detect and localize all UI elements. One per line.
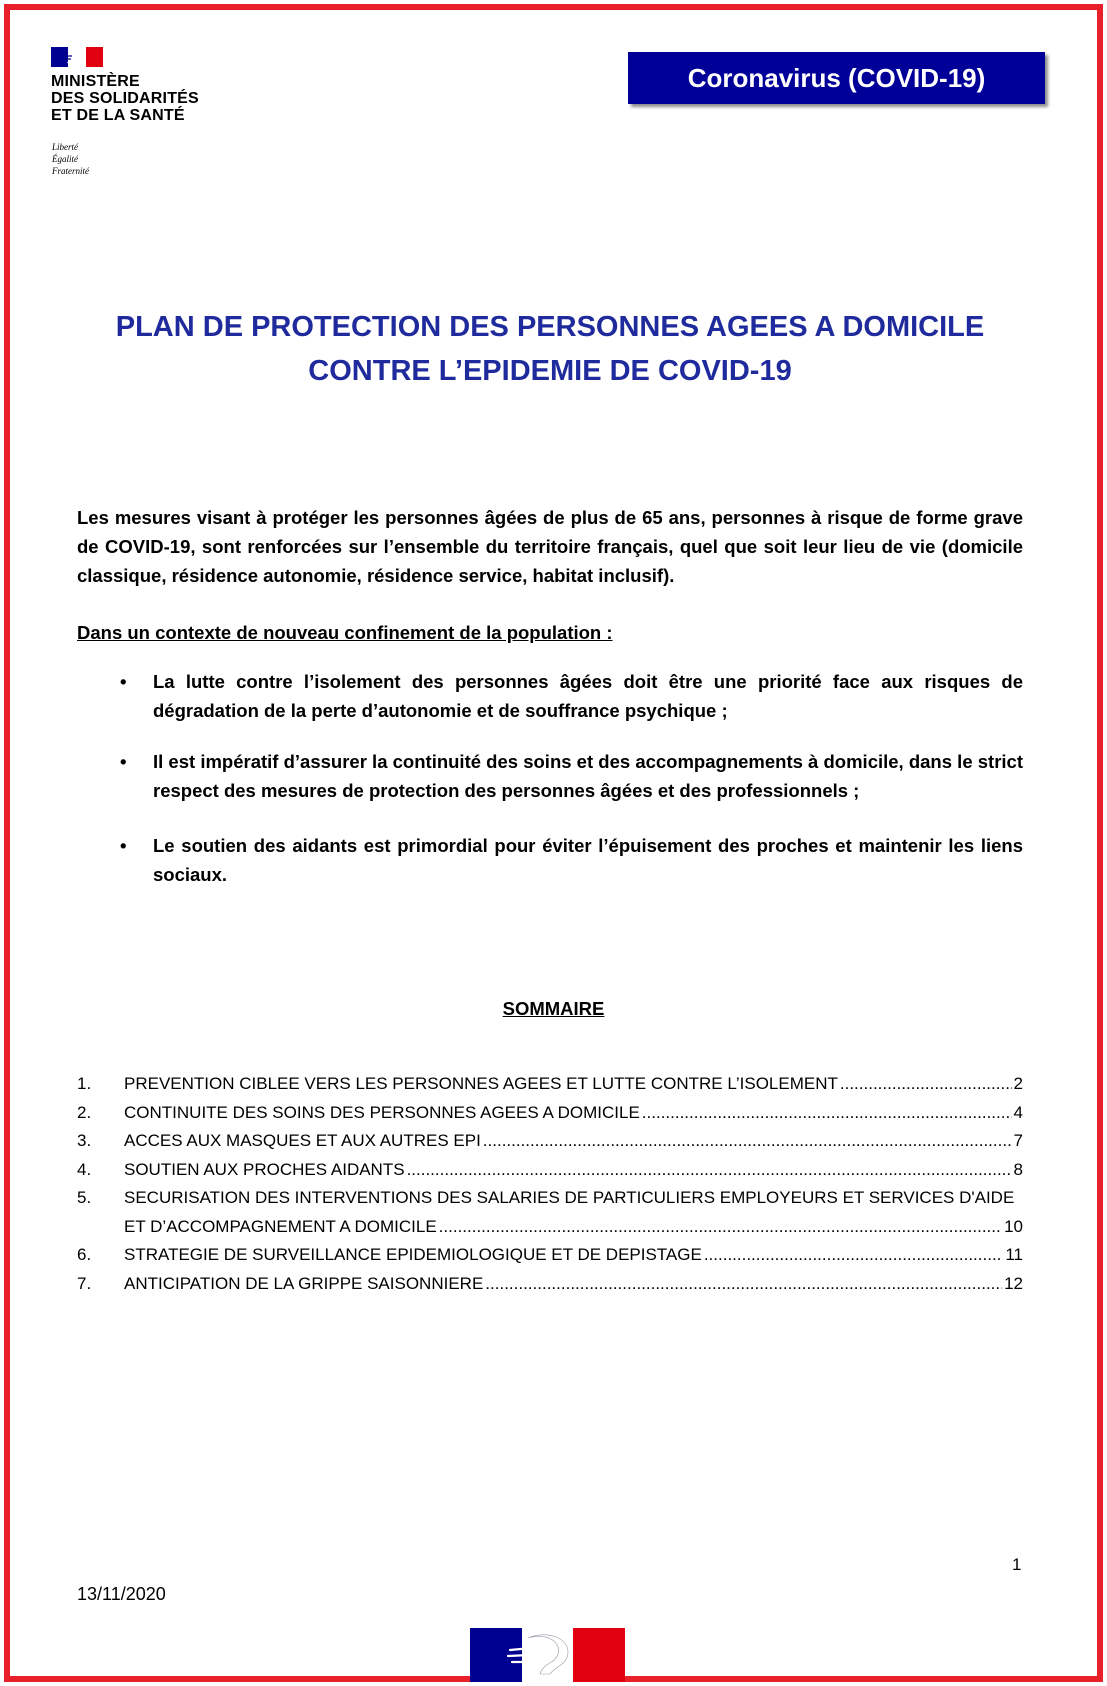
toc-leader bbox=[704, 1241, 1004, 1270]
toc-page: 7 bbox=[1013, 1131, 1023, 1150]
bullet-icon: • bbox=[120, 751, 127, 772]
toc-number: 1. bbox=[77, 1074, 92, 1093]
toc-number: 3. bbox=[77, 1131, 92, 1150]
toc-label[interactable]: SOUTIEN AUX PROCHES AIDANTS bbox=[124, 1159, 405, 1179]
toc-number: 6. bbox=[77, 1245, 92, 1264]
toc-item[interactable] bbox=[77, 1184, 1023, 1241]
toc-item[interactable] bbox=[77, 1270, 1023, 1299]
toc-label[interactable]: STRATEGIE DE SURVEILLANCE EPIDEMIOLOGIQUE ET DE DEPISTAGE bbox=[124, 1245, 702, 1264]
toc-label[interactable]: ET D’ACCOMPAGNEMENT A DOMICILE bbox=[124, 1216, 437, 1236]
toc-label[interactable]: ANTICIPATION DE LA GRIPPE SAISONNIERE bbox=[124, 1273, 484, 1293]
list-item bbox=[77, 667, 1023, 725]
toc-number: 2. bbox=[77, 1102, 92, 1122]
toc-label[interactable]: CONTINUITE DES SOINS DES PERSONNES AGEES A DOMICILE bbox=[124, 1102, 640, 1122]
motto-line: Fraternité bbox=[52, 166, 89, 176]
toc-item[interactable] bbox=[77, 1241, 1023, 1270]
bullet-icon: • bbox=[120, 671, 127, 692]
toc-item[interactable] bbox=[77, 1127, 1023, 1156]
covid-banner: Coronavirus (COVID-19) bbox=[628, 52, 1045, 104]
toc-leader bbox=[642, 1099, 1012, 1128]
toc-number: 5. bbox=[77, 1188, 92, 1207]
toc-label[interactable]: ACCES AUX MASQUES ET AUX AUTRES EPI bbox=[124, 1131, 481, 1150]
motto-line: Égalité bbox=[52, 154, 78, 164]
toc-page: 12 bbox=[1004, 1273, 1023, 1293]
toc-page: 10 bbox=[1004, 1216, 1023, 1236]
motto-line: Liberté bbox=[52, 142, 78, 152]
document-date: 13/11/2020 bbox=[77, 1584, 166, 1604]
toc-item[interactable] bbox=[77, 1070, 1023, 1099]
title-line: CONTRE L’EPIDEMIE DE COVID-19 bbox=[308, 355, 792, 387]
toc-page: 11 bbox=[1005, 1245, 1023, 1264]
toc-leader bbox=[439, 1213, 1002, 1242]
toc-leader bbox=[840, 1070, 1012, 1099]
title-line: PLAN DE PROTECTION DES PERSONNES AGEES A DOMICILE bbox=[115, 311, 985, 343]
ministry-name bbox=[51, 73, 199, 124]
toc-label[interactable]: PREVENTION CIBLEE VERS LES PERSONNES AGEES ET LUTTE CONTRE L’ISOLEMENT bbox=[124, 1074, 838, 1093]
document-title bbox=[80, 305, 1020, 393]
page-number: 1 bbox=[1012, 1555, 1022, 1574]
list-item bbox=[77, 747, 1023, 805]
toc-item[interactable] bbox=[77, 1156, 1023, 1185]
bullet-text: La lutte contre l’isolement des personnes âgées doit être une priorité face aux risques de dégradation de la perte d’autonomie et de souffrance psychique ; bbox=[153, 671, 1023, 721]
table-of-contents bbox=[77, 1070, 1023, 1298]
marianne-logo-icon bbox=[470, 1628, 625, 1682]
toc-item[interactable] bbox=[77, 1099, 1023, 1128]
ministry-line: ET DE LA SANTÉ bbox=[51, 107, 185, 124]
ministry-line: DES SOLIDARITÉS bbox=[51, 90, 199, 107]
toc-page: 8 bbox=[1013, 1159, 1023, 1179]
republic-motto bbox=[52, 141, 89, 177]
bullet-icon: • bbox=[120, 835, 127, 856]
toc-label[interactable]: SECURISATION DES INTERVENTIONS DES SALARIES DE PARTICULIERS EMPLOYEURS ET SERVICES D'AIDE bbox=[124, 1188, 1015, 1207]
intro-paragraph: Les mesures visant à protéger les personnes âgées de plus de 65 ans, personnes à risque de forme grave de COVID-19, sont renforcées sur l’ensemble du territoire français, quel que soit leur lieu de vie (domicile classique, résidence autonomie, résidence service, habitat inclusif). bbox=[77, 507, 1023, 586]
toc-leader bbox=[407, 1156, 1012, 1185]
toc-leader bbox=[483, 1127, 1012, 1156]
sommaire-title: SOMMAIRE bbox=[502, 998, 605, 1019]
toc-page: 2 bbox=[1013, 1074, 1023, 1093]
list-item bbox=[77, 831, 1023, 889]
toc-number: 4. bbox=[77, 1159, 92, 1179]
context-heading: Dans un contexte de nouveau confinement de la population : bbox=[77, 622, 613, 643]
bullet-text: Le soutien des aidants est primordial pour éviter l’épuisement des proches et maintenir les liens sociaux. bbox=[153, 835, 1023, 885]
bullet-text: Il est impératif d’assurer la continuité des soins et des accompagnements à domicile, dans le strict respect des mesures de protection des personnes âgées et des professionnels ; bbox=[153, 751, 1023, 801]
marianne-flag-icon bbox=[51, 47, 103, 67]
toc-leader bbox=[485, 1270, 1002, 1299]
toc-page: 4 bbox=[1013, 1102, 1023, 1122]
ministry-line: MINISTÈRE bbox=[51, 73, 140, 90]
toc-number: 7. bbox=[77, 1273, 92, 1293]
